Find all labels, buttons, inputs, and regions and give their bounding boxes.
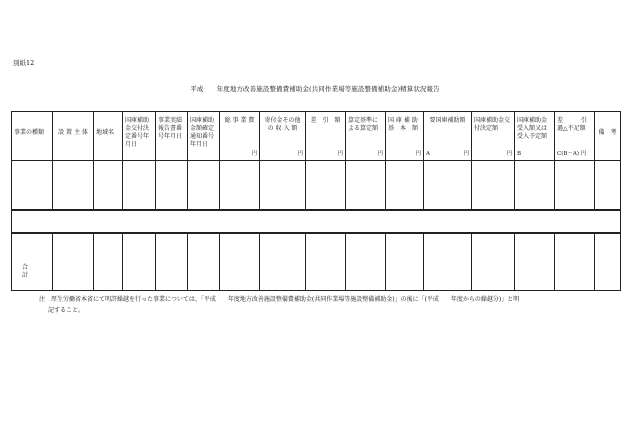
col-standard-amount: 算定基準による算定額 円 (346, 112, 386, 161)
footnote (39, 294, 619, 316)
form-id: 別紙12 (13, 59, 35, 67)
col-base-amount: 国 庫 補 助基 本 額 円 (386, 112, 424, 161)
col-required-amount: 要国庫補助額 A 円 (424, 112, 472, 161)
header-row (12, 112, 621, 161)
col-remarks: 備 考 (595, 112, 621, 161)
col-report-no: 事業実績報告書番号年月日 (156, 112, 188, 161)
report-title: 平成 年度地方改善施設整備費補助金(共同作業場等施設整備補助金)精算状況報告 (190, 85, 440, 93)
total-label: 合 計 (12, 234, 53, 291)
col-area-name: 地域名 (94, 112, 123, 161)
footnote-marker: 注 (39, 296, 46, 303)
col-donation-income: 寄付金その他の 収 入 額 円 (260, 112, 306, 161)
col-received-amount: 国庫補助金受入額又は受入予定額 B (515, 112, 555, 161)
col-balance: 差 引 額 円 (306, 112, 346, 161)
table-row (12, 161, 621, 210)
col-total-cost: 総 事 業 費 円 (220, 112, 260, 161)
spacer-row (12, 211, 621, 233)
col-project-type: 事業の種類 (12, 112, 53, 161)
total-row (12, 234, 621, 291)
footnote-line-2: 記すること。 (48, 307, 85, 315)
settlement-table (11, 111, 621, 291)
col-installer: 設 置 主 体 (53, 112, 94, 161)
col-difference: 差 引過△不足額 C(B－A) 円 (555, 112, 595, 161)
footnote-line-1: 厚生労働省本省にて明許繰越を行った事業については、「平成 年度地方改善施設整備費補助金(共同作業場等施設整備補助金)」の後に「(平成 年度からの繰越分)」と明 (51, 296, 520, 303)
col-decision-amount: 国庫補助金交付決定額 円 (472, 112, 515, 161)
col-grant-decision-no: 国庫補助金交付決定番号年月日 (123, 112, 156, 161)
col-confirmation-no: 国庫補助金額確定通知番号年月日 (188, 112, 220, 161)
